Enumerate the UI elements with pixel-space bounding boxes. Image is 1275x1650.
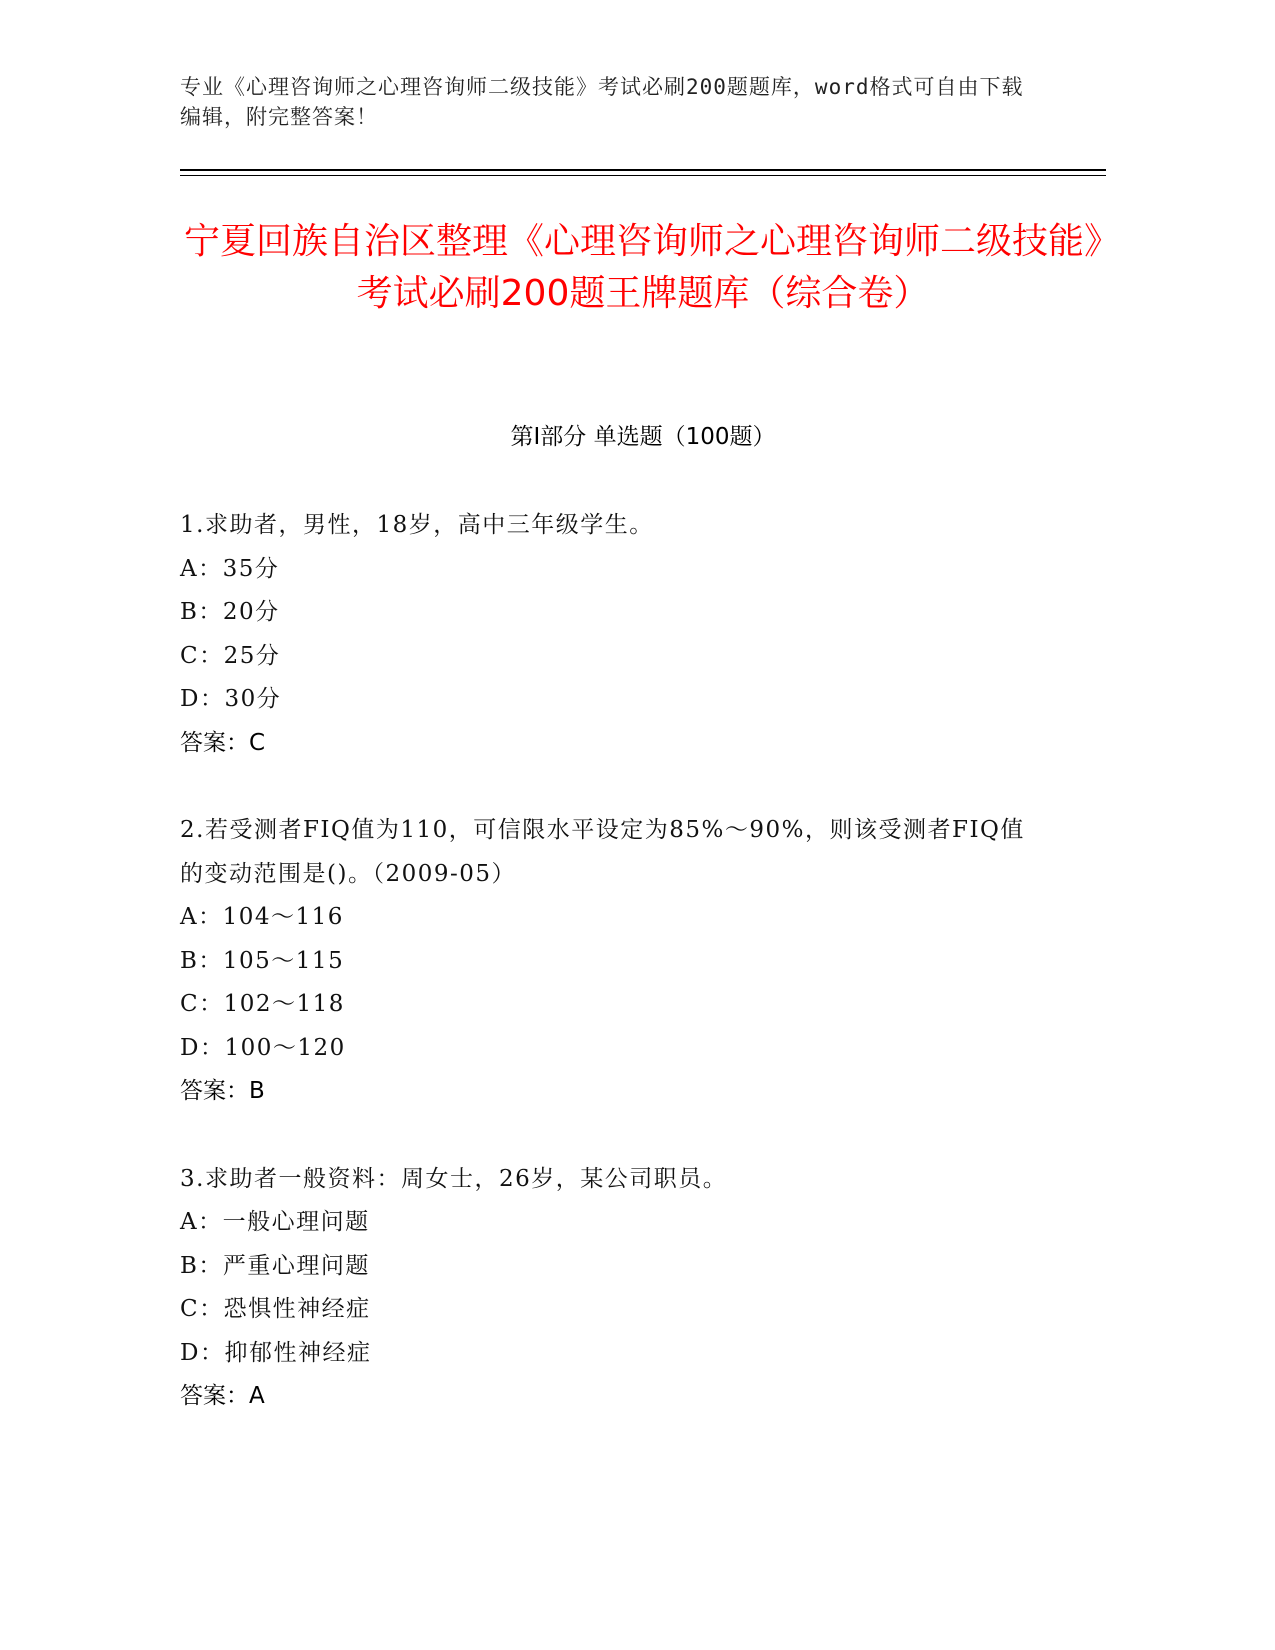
option-b: B：105～115 (180, 947, 345, 974)
option-d: D：100～120 (180, 1034, 346, 1061)
header-note: 专业《心理咨询师之心理咨询师二级技能》考试必刷200题题库，word格式可自由下载编辑，附完整答案！ (180, 75, 1024, 129)
header-divider-thin (180, 175, 1106, 176)
question-stem: 3.求助者一般资料：周女士，26岁，某公司职员。 (180, 1165, 728, 1192)
question-2 (180, 809, 1040, 1114)
option-d: D：抑郁性神经症 (180, 1339, 372, 1366)
option-b: B：20分 (180, 599, 280, 625)
question-1 (180, 504, 1040, 765)
option-a: A：35分 (180, 555, 280, 582)
answer: 答案：B (180, 1078, 265, 1104)
question-3 (180, 1158, 1040, 1419)
option-c: C：25分 (180, 642, 281, 669)
option-c: C：恐惧性神经症 (180, 1296, 371, 1322)
option-b: B：严重心理问题 (180, 1252, 370, 1279)
header-divider-thick (180, 169, 1106, 171)
document-title: 宁夏回族自治区整理《心理咨询师之心理咨询师二级技能》考试必刷200题王牌题库（综合卷） (183, 221, 1102, 314)
question-stem: 2.若受测者FIQ值为110，可信限水平设定为85%～90%，则该受测者FIQ值的变动范围是()。（2009-05） (180, 817, 1025, 887)
answer: 答案：A (180, 1383, 265, 1409)
option-c: C：102～118 (180, 991, 345, 1017)
question-stem: 1.求助者，男性，18岁，高中三年级学生。 (180, 512, 654, 538)
option-a: A：一般心理问题 (180, 1209, 370, 1235)
question-list (180, 504, 1040, 1463)
option-a: A：104～116 (180, 904, 344, 930)
answer: 答案：C (180, 729, 266, 756)
section-title: 第Ⅰ部分 单选题（100题） (510, 424, 776, 450)
option-d: D：30分 (180, 686, 282, 712)
